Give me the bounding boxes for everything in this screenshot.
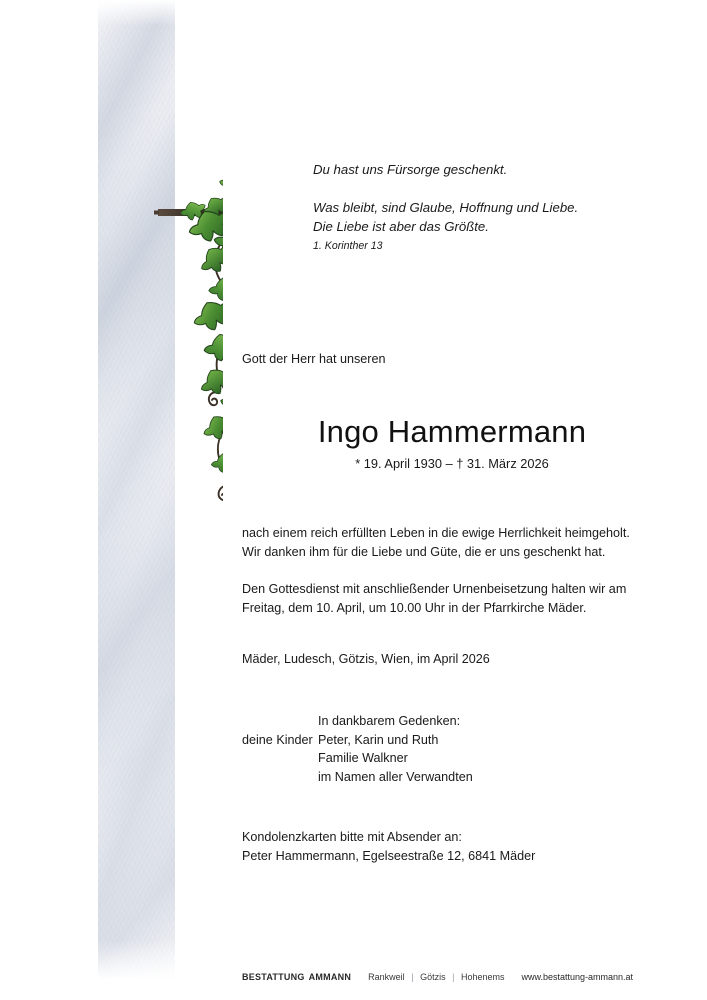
announcement-paragraph-2 bbox=[242, 580, 662, 617]
marble-top-fade bbox=[98, 0, 175, 26]
memorial-quote bbox=[313, 160, 653, 255]
family-row-children bbox=[242, 731, 662, 750]
condolence-line-1: Kondolenzkarten bitte mit Absender an: bbox=[242, 830, 462, 844]
footer-brand-name: AMMANN bbox=[308, 972, 352, 982]
family-row-heading bbox=[242, 712, 662, 731]
condolence-block bbox=[242, 828, 662, 865]
family-children: Peter, Karin und Ruth bbox=[318, 732, 439, 747]
footer-town-2: Götzis bbox=[420, 972, 446, 982]
lead-in-line: Gott der Herr hat unseren bbox=[242, 352, 386, 366]
deceased-dates: * 19. April 1930 – † 31. März 2026 bbox=[355, 456, 549, 471]
family-signature-block bbox=[242, 712, 662, 786]
family-row-family bbox=[242, 749, 662, 768]
marble-bottom-fade bbox=[98, 940, 175, 980]
announcement-p1-line-1: nach einem reich erfüllten Leben in die ewige Herrlichkeit heimgeholt. bbox=[242, 526, 630, 540]
quote-spacer bbox=[313, 179, 653, 198]
family-label: deine Kinder bbox=[242, 732, 313, 747]
deceased-name: Ingo Hammermann bbox=[317, 414, 587, 449]
place-and-date: Mäder, Ludesch, Götzis, Wien, im April 2026 bbox=[242, 652, 490, 666]
announcement-p2-line-1: Den Gottesdienst mit anschließender Urnenbeisetzung halten wir am bbox=[242, 582, 627, 596]
quote-line-3: Die Liebe ist aber das Größte. bbox=[313, 219, 489, 234]
family-relatives-line: im Namen aller Verwandten bbox=[318, 769, 473, 784]
quote-line-1: Du hast uns Fürsorge geschenkt. bbox=[313, 162, 508, 177]
footer bbox=[242, 971, 672, 983]
announcement-p1-line-2: Wir danken ihm für die Liebe und Güte, die er uns geschenkt hat. bbox=[242, 544, 606, 559]
quote-reference: 1. Korinther 13 bbox=[313, 240, 383, 252]
announcement-p2-line-2: Freitag, dem 10. April, um 10.00 Uhr in der Pfarrkirche Mäder. bbox=[242, 600, 587, 615]
cross-with-ivy-illustration bbox=[53, 138, 223, 608]
announcement-paragraph-1 bbox=[242, 524, 662, 561]
quote-line-2: Was bleibt, sind Glaube, Hoffnung und Liebe. bbox=[313, 200, 579, 215]
footer-towns bbox=[368, 971, 504, 983]
family-name-line: Familie Walkner bbox=[318, 751, 408, 765]
footer-separator-2: | bbox=[452, 972, 455, 982]
decorative-panel bbox=[98, 0, 175, 980]
footer-website[interactable]: www.bestattung-ammann.at bbox=[521, 972, 634, 982]
ivy-leaves bbox=[178, 175, 223, 494]
family-row-relatives bbox=[242, 768, 662, 787]
footer-separator-1: | bbox=[411, 972, 414, 982]
family-heading: In dankbarem Gedenken: bbox=[318, 714, 461, 728]
memorial-card-content bbox=[242, 0, 662, 1000]
condolence-line-2: Peter Hammermann, Egelseestraße 12, 6841 Mäder bbox=[242, 848, 536, 863]
footer-brand-word: BESTATTUNG bbox=[242, 972, 305, 982]
footer-town-3: Hohenems bbox=[460, 972, 505, 982]
footer-town-1: Rankweil bbox=[368, 972, 405, 982]
